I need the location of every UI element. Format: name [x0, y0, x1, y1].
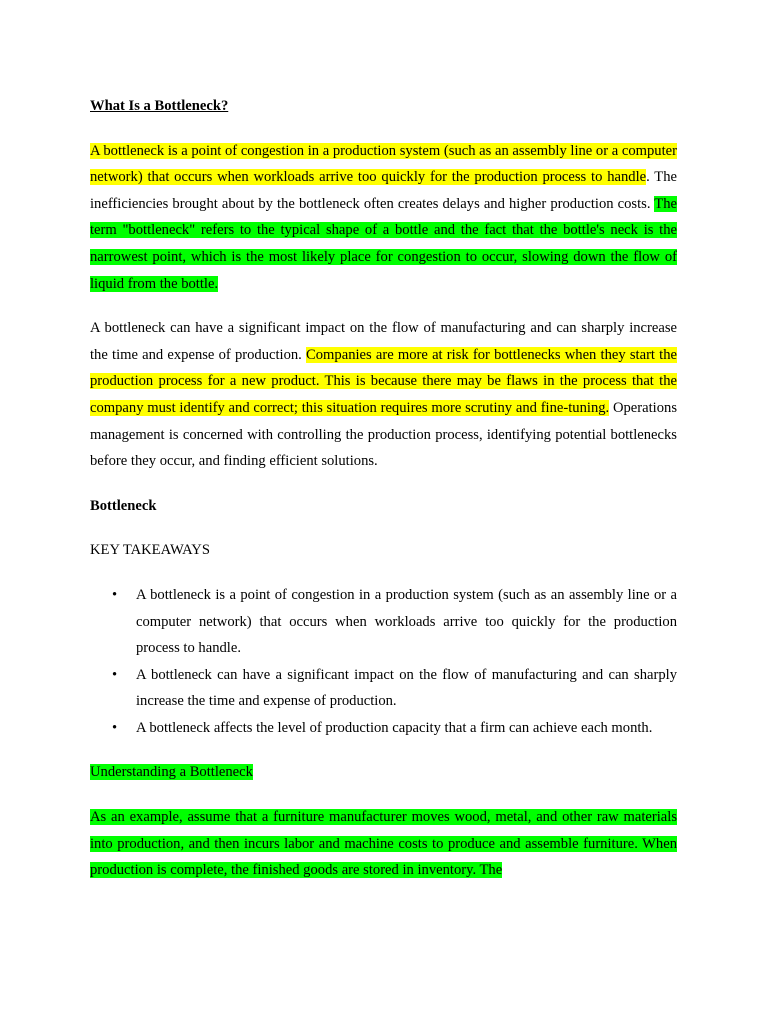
highlight-yellow: A bottleneck is a point of congestion in a production system (such as an assembly line or a computer network) that occurs when workloads arrive too quickly for the production process to handle [90, 142, 677, 186]
paragraph-2: A bottleneck can have a significant impact on the flow of manufacturing and can sharply increase the time and expense of production. Companies are more at risk for bottlenecks when they start the production process for a new product. This is because there may be flaws in the process that the company must identify and correct; this situation requires more scrutiny and fine-tuning. Operations management is concerned with controlling the production process, identifying potential bottlenecks before they occur, and finding efficient solutions. [90, 320, 678, 470]
list-item: • A bottleneck affects the level of production capacity that a firm can achieve each month. [90, 715, 677, 742]
list-item: • A bottleneck can have a significant impact on the flow of manufacturing and can sharply increase the time and expense of production. [90, 662, 677, 715]
highlight-green: Understanding a Bottleneck [90, 764, 253, 781]
document-body [90, 93, 677, 902]
key-takeaways-heading: KEY TAKEAWAYS [90, 542, 210, 559]
paragraph-1: A bottleneck is a point of congestion in a production system (such as an assembly line or a computer network) that occurs when workloads arrive too quickly for the production process to handle. The inefficiencies brought about by the bottleneck often creates delays and higher production costs. The term "bottleneck" refers to the typical shape of a bottle and the fact that the bottle's neck is the narrowest point, which is the most likely place for congestion to occur, slowing down the flow of liquid from the bottle. [90, 142, 677, 292]
page-title: What Is a Bottleneck? [90, 98, 229, 114]
section-heading-bottleneck: Bottleneck [90, 497, 157, 514]
highlight-green: The term "bottleneck" refers to the typical shape of a bottle and the fact that the bottle's neck is the narrowest point, which is the most likely place for congestion to occur, slowing down the flow of liquid from the bottle. [90, 195, 677, 292]
section-heading-understanding [90, 759, 677, 786]
highlight-yellow: Companies are more at risk for bottlenecks when they start the production process for a new product. This is because there may be flaws in the process that the company must identify and correct; this situation requires more scrutiny and fine-tuning. [90, 346, 678, 416]
takeaways-list [90, 582, 677, 742]
paragraph-3 [90, 804, 677, 884]
highlight-green: As an example, assume that a furniture manufacturer moves wood, metal, and other raw materials [90, 809, 677, 826]
highlight-green: into production, and then incurs labor and machine costs to produce and assemble furniture. When production is complete, the finished goods are stored in inventory. The [90, 835, 677, 879]
list-item: • A bottleneck is a point of congestion in a production system (such as an assembly line or a computer network) that occurs when workloads arrive too quickly for the production process to handle. [90, 582, 677, 662]
